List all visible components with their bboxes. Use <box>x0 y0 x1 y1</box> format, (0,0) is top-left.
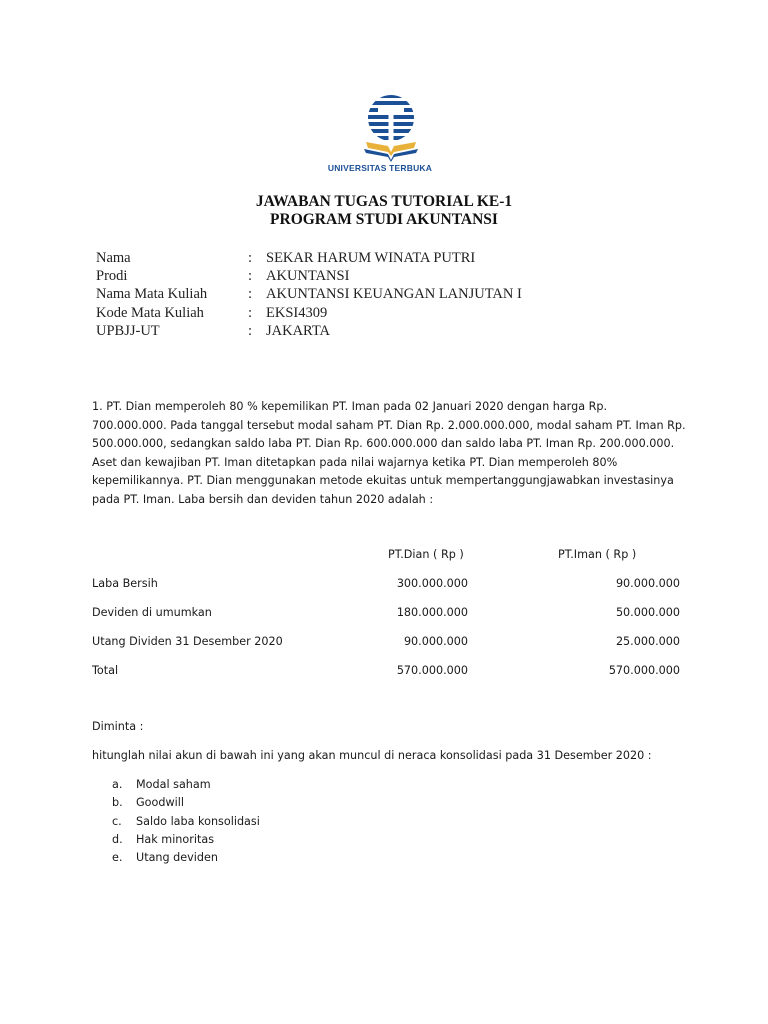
list-item <box>112 815 412 833</box>
cell-value: 50.000.000 <box>615 606 680 619</box>
list-text: Hak minoritas <box>136 832 215 846</box>
row-label: Total <box>92 664 119 677</box>
info-value: EKSI4309 <box>266 304 328 321</box>
document-subtitle: PROGRAM STUDI AKUNTANSI <box>270 211 498 228</box>
list-text: Modal saham <box>136 778 211 791</box>
question-line: 700.000.000. Pada tanggal tersebut modal saham PT. Dian Rp. 2.000.000.000, modal saham PT. Iman Rp. <box>92 418 686 432</box>
list-marker: b. <box>112 796 123 810</box>
list-marker: a. <box>112 778 123 791</box>
table-row <box>92 635 692 651</box>
list-item <box>112 796 412 814</box>
list-marker: e. <box>112 851 123 865</box>
column-header: PT.Dian ( Rp ) <box>388 548 464 561</box>
cell-value: 90.000.000 <box>615 577 680 590</box>
info-colon: : <box>248 322 253 339</box>
info-row-name <box>96 250 596 268</box>
info-row-prodi <box>96 268 596 286</box>
info-colon: : <box>248 304 253 321</box>
row-label: Laba Bersih <box>92 577 158 590</box>
list-marker: c. <box>112 814 122 828</box>
requested-list <box>112 778 412 869</box>
table-row <box>92 606 692 622</box>
info-value: AKUNTANSI <box>266 268 350 285</box>
column-header: PT.Iman ( Rp ) <box>558 548 637 561</box>
table-row <box>92 664 692 680</box>
info-colon: : <box>248 268 253 285</box>
cell-value: 90.000.000 <box>403 635 468 648</box>
info-row-course-code <box>96 305 596 323</box>
info-label: Kode Mata Kuliah <box>96 304 204 321</box>
info-label: UPBJJ-UT <box>96 322 160 339</box>
info-value: AKUNTANSI KEUANGAN LANJUTAN I <box>266 286 522 303</box>
info-label: Nama Mata Kuliah <box>96 286 208 303</box>
list-item <box>112 833 412 851</box>
row-label: Utang Dividen 31 Desember 2020 <box>92 635 283 648</box>
info-row-upbjj <box>96 323 596 341</box>
cell-value: 300.000.000 <box>396 577 468 590</box>
list-text: Utang deviden <box>136 851 218 865</box>
table-row <box>92 577 692 593</box>
info-label: Prodi <box>96 268 128 285</box>
info-label: Nama <box>96 250 131 266</box>
list-marker: d. <box>112 832 123 846</box>
logo-caption: UNIVERSITAS TERBUKA <box>327 163 433 173</box>
requested-instruction: hitunglah nilai akun di bawah ini yang akan muncul di neraca konsolidasi pada 31 Desember 2020 : <box>92 749 652 762</box>
question-paragraph <box>92 398 692 509</box>
info-value: JAKARTA <box>266 322 331 339</box>
list-text: Goodwill <box>136 796 184 810</box>
requested-heading: Diminta : <box>92 720 144 733</box>
info-colon: : <box>248 286 253 303</box>
question-line: 1. PT. Dian memperoleh 80 % kepemilikan PT. Iman pada 02 Januari 2020 dengan harga Rp. <box>92 400 608 413</box>
question-line: pada PT. Iman. Laba bersih dan deviden tahun 2020 adalah : <box>92 492 434 506</box>
cell-value: 570.000.000 <box>608 664 680 677</box>
cell-value: 25.000.000 <box>615 635 680 648</box>
row-label: Deviden di umumkan <box>92 606 212 619</box>
list-item <box>112 778 412 796</box>
cell-value: 180.000.000 <box>396 606 468 619</box>
question-line: kepemilikannya. PT. Dian menggunakan metode ekuitas untuk mempertanggungjawabkan investasinya <box>92 474 674 487</box>
info-value: SEKAR HARUM WINATA PUTRI <box>266 250 476 266</box>
info-row-course-name <box>96 286 596 304</box>
info-colon: : <box>248 250 253 266</box>
table-header-row <box>92 548 692 564</box>
list-item <box>112 851 412 869</box>
question-line: 500.000.000, sedangkan saldo laba PT. Dian Rp. 600.000.000 dan saldo laba PT. Iman Rp. 200.000.000. <box>92 437 675 450</box>
document-title: JAWABAN TUGAS TUTORIAL KE-1 <box>255 193 513 210</box>
student-info <box>96 250 596 341</box>
question-line: Aset dan kewajiban PT. Iman ditetapkan pada nilai wajarnya ketika PT. Dian memperoleh 80% <box>92 455 618 469</box>
cell-value: 570.000.000 <box>396 664 468 677</box>
list-text: Saldo laba konsolidasi <box>136 814 260 828</box>
